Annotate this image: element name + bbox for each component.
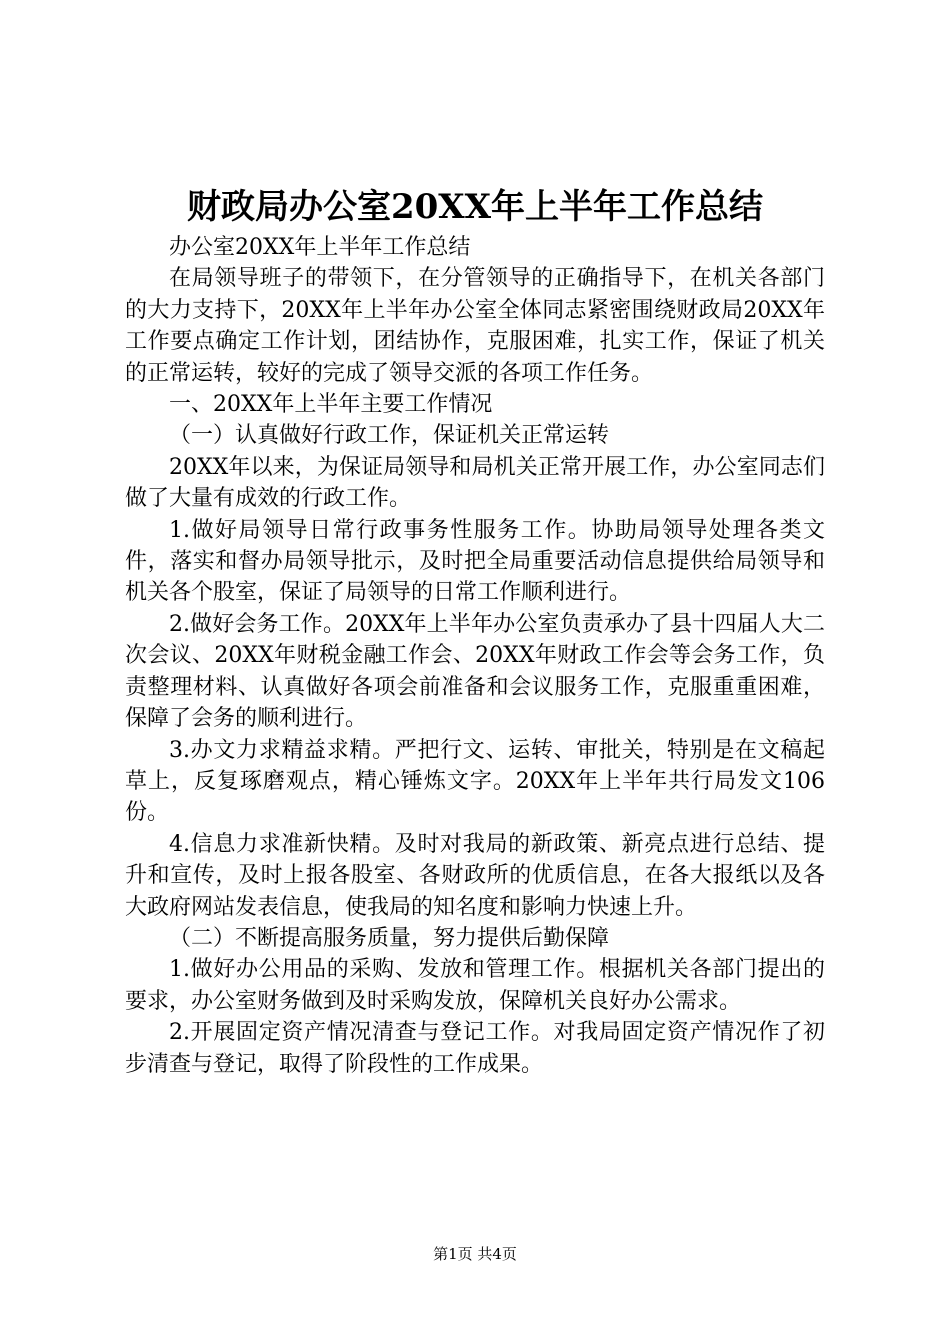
paragraph-item-2: 2.做好会务工作。20XX年上半年办公室负责承办了县十四届人大二次会议、20XX年财税金融工作会、20XX年财政工作会等会务工作，负责整理材料、认真做好各项会前准备和会议服务工作，克服重重困难，保障了会务的顺利进行。 [125, 611, 825, 732]
paragraph-item-4: 4.信息力求准新快精。及时对我局的新政策、新亮点进行总结、提升和宣传，及时上报各股室、各财政所的优质信息，在各大报纸以及各大政府网站发表信息，使我局的知名度和影响力快速上升。 [125, 831, 825, 920]
subsection-heading-2: （二）不断提高服务质量，努力提供后勤保障 [169, 925, 610, 951]
paragraph-subtitle: 办公室20XX年上半年工作总结 [169, 235, 471, 260]
paragraph-item-3: 3.办文力求精益求精。严把行文、运转、审批关，特别是在文稿起草上，反复琢磨观点，精心锤炼文字。20XX年上半年共行局发文106份。 [125, 737, 825, 826]
paragraph-intro: 在局领导班子的带领下，在分管领导的正确指导下，在机关各部门的大力支持下，20XX年上半年办公室全体同志紧密围绕财政局20XX年工作要点确定工作计划，团结协作，克服困难，扎实工作，保证了机关的正常运转，较好的完成了领导交派的各项工作任务。 [125, 266, 825, 386]
paragraph-item-1: 1.做好局领导日常行政事务性服务工作。协助局领导处理各类文件，落实和督办局领导批示，及时把全局重要活动信息提供给局领导和机关各个股室，保证了局领导的日常工作顺利进行。 [125, 517, 825, 606]
page-number: 第1页 共4页 [433, 1245, 517, 1263]
document-title: 财政局办公室20XX年上半年工作总结 [186, 187, 764, 227]
paragraph-item-2: 2.开展固定资产情况清查与登记工作。对我局固定资产情况作了初步清查与登记，取得了阶段性的工作成果。 [125, 1020, 825, 1077]
document-body [125, 232, 825, 1080]
paragraph-item-1: 1.做好办公用品的采购、发放和管理工作。根据机关各部门提出的要求，办公室财务做到及时采购发放，保障机关良好办公需求。 [125, 957, 825, 1014]
paragraph: 20XX年以来，为保证局领导和局机关正常开展工作，办公室同志们做了大量有成效的行政工作。 [125, 454, 825, 512]
section-heading-1: 一、20XX年上半年主要工作情况 [169, 392, 493, 418]
subsection-heading-1: （一）认真做好行政工作，保证机关正常运转 [169, 423, 610, 449]
